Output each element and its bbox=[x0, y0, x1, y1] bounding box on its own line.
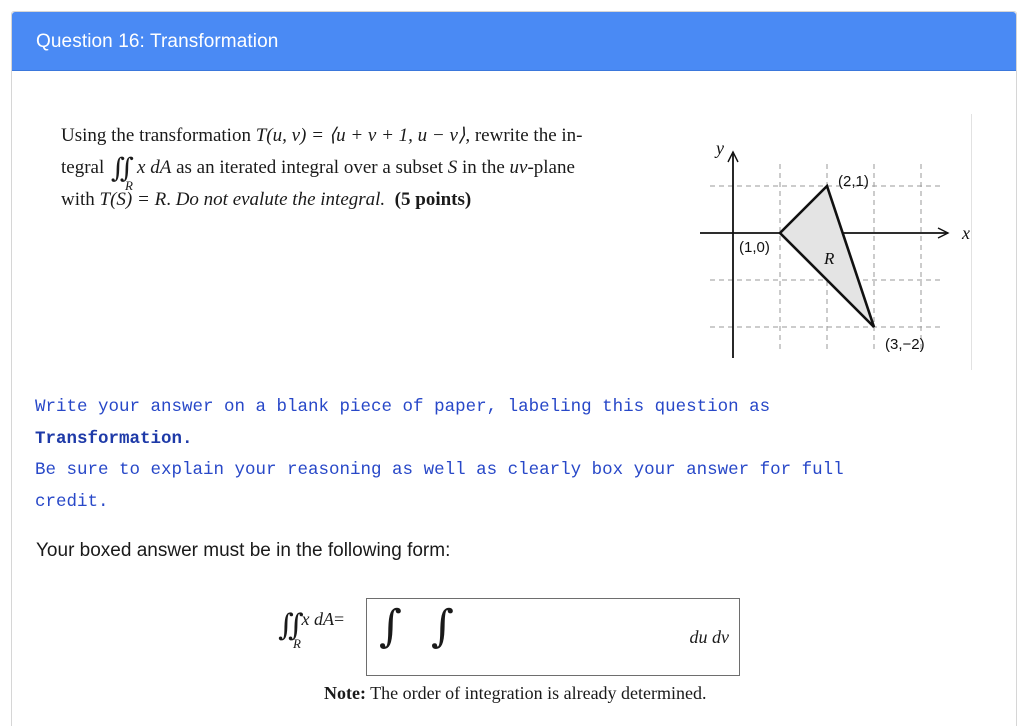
note bbox=[324, 683, 707, 704]
differentials: du dv bbox=[689, 627, 729, 647]
region-figure bbox=[698, 114, 972, 370]
lhs-integrand: x dA bbox=[301, 609, 335, 629]
instruction-line-3: Be sure to explain your reasoning as well as clearly box your answer for full bbox=[35, 460, 844, 480]
instruction-line-4: credit. bbox=[35, 491, 109, 512]
instructions bbox=[35, 392, 965, 518]
problem-line-1: Using the transformation T(u, v) = ⟨u + v + 1, u − v⟩, rewrite the in- bbox=[61, 125, 583, 146]
equals-sign: = bbox=[334, 609, 345, 629]
boxed-answer-prompt: Your boxed answer must be in the following form: bbox=[36, 540, 451, 561]
problem-line-2: tegral ∬ R x dA as an iterated integral over a subset S in the uv-plane bbox=[61, 153, 575, 193]
vertex-label-2-1: (2,1) bbox=[838, 173, 869, 190]
question-title: Question 16: Transformation bbox=[36, 31, 279, 52]
instruction-label: Transformation. bbox=[35, 428, 193, 449]
problem-line-3: with T(S) = R. Do not evalute the integral. (5 points) bbox=[61, 189, 472, 210]
note-label: Note: bbox=[324, 683, 366, 703]
answer-template-box bbox=[366, 598, 740, 676]
note-text: The order of integration is already determined. bbox=[365, 683, 707, 703]
vertex-label-1-0: (1,0) bbox=[739, 239, 770, 256]
outer-integral-symbol: ∫ bbox=[379, 601, 402, 652]
vertex-label-3-neg2: (3,−2) bbox=[885, 336, 925, 353]
lhs-double-integral-symbol: ∬ R bbox=[278, 608, 301, 651]
x-axis-label: x bbox=[962, 223, 970, 243]
figure-border bbox=[971, 114, 972, 370]
question-header bbox=[12, 12, 1016, 71]
points-label: (5 points) bbox=[394, 189, 472, 210]
transformation-formula: T(u, v) = ⟨u + v + 1, u − v⟩ bbox=[255, 125, 466, 146]
inner-integral-symbol: ∫ bbox=[431, 601, 454, 652]
double-integral-symbol: ∬ R bbox=[111, 153, 133, 193]
region-plot bbox=[698, 114, 972, 370]
answer-lhs bbox=[278, 608, 345, 651]
y-axis-label: y bbox=[716, 138, 724, 158]
instruction-line-1: Write your answer on a blank piece of paper, labeling this question as bbox=[35, 397, 771, 417]
region-label: R bbox=[824, 249, 835, 268]
integrand: x dA bbox=[137, 157, 172, 178]
